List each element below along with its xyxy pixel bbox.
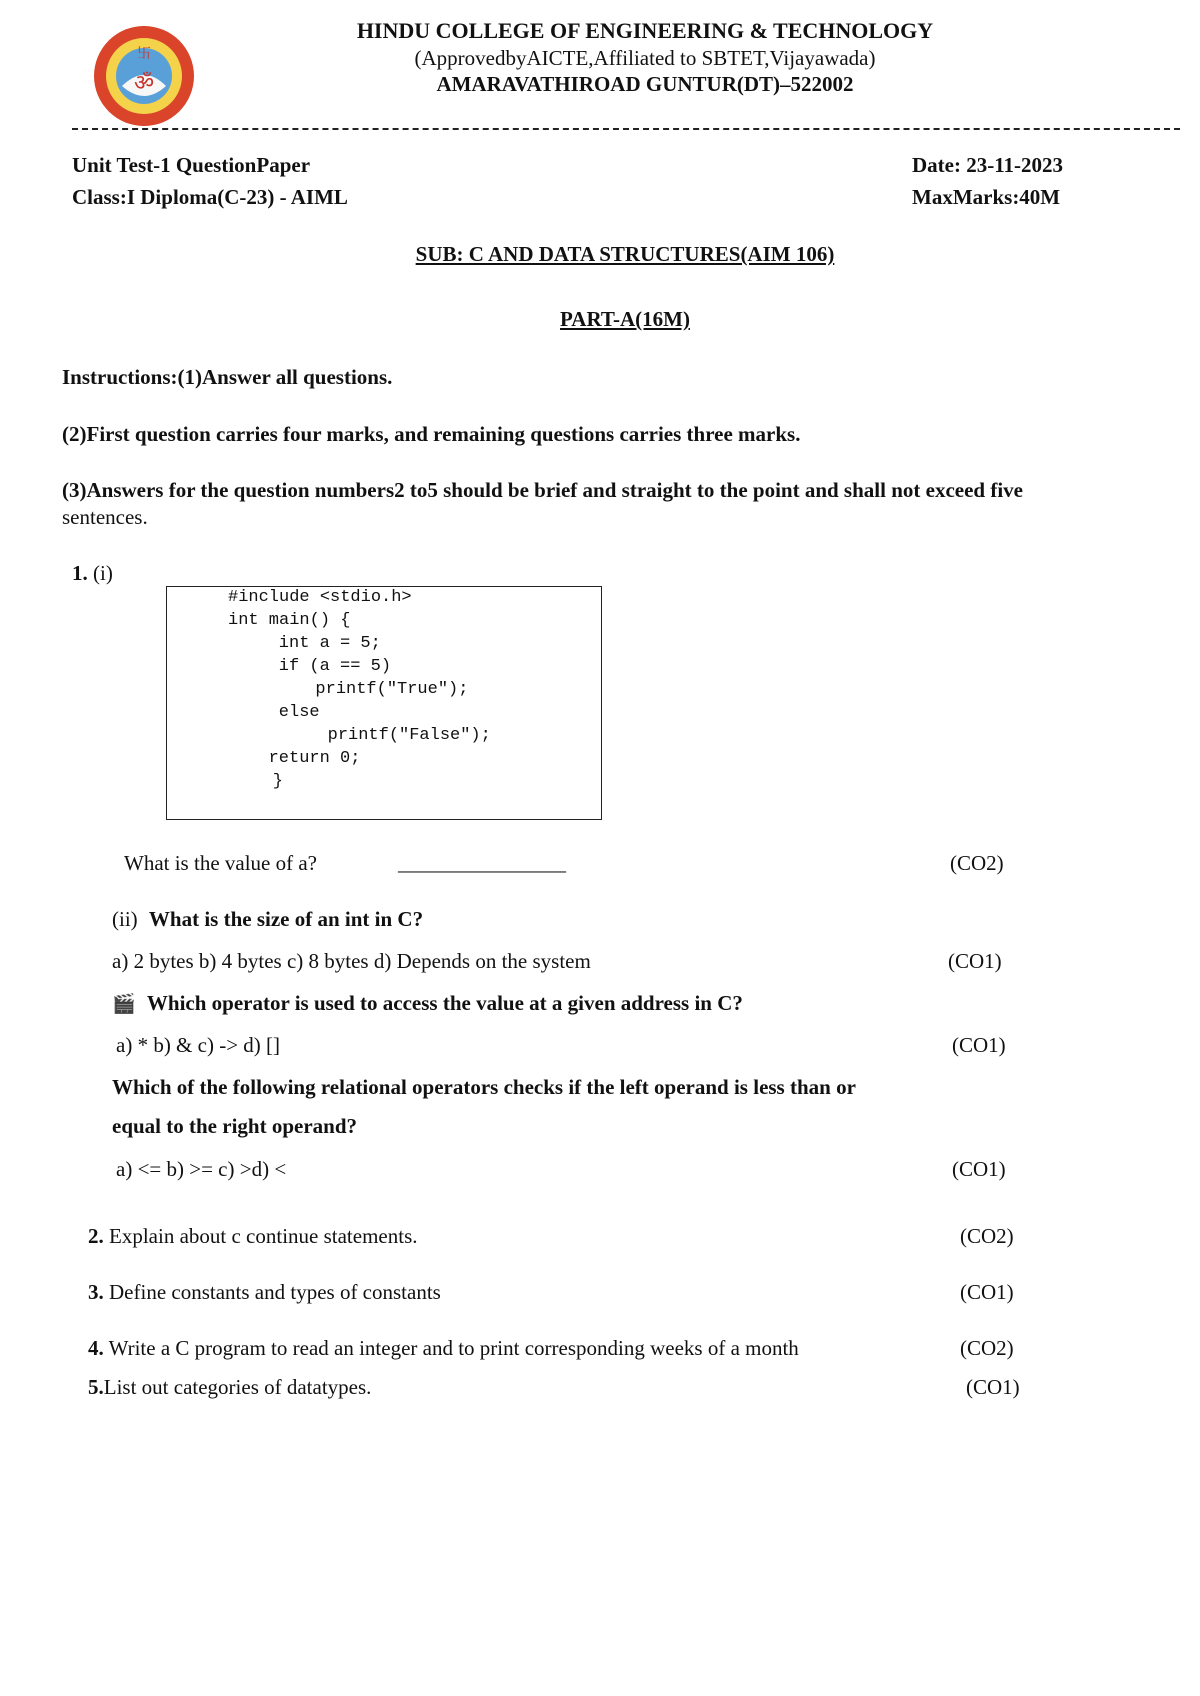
- part-title: PART-A(16M): [560, 307, 690, 331]
- course-outcome: (CO2): [960, 1224, 1014, 1248]
- code-line: printf("False");: [246, 726, 491, 745]
- svg-text:ॐ: ॐ: [133, 71, 155, 96]
- question-1-i: What is the value of a?: [124, 851, 317, 875]
- course-outcome: (CO1): [952, 1033, 1006, 1057]
- question-text: Write a C program to read an integer and to print corresponding weeks of a month: [103, 1336, 799, 1360]
- instruction-2: (2)First question carries four marks, and remaining questions carries three marks.: [62, 422, 801, 446]
- question-4: [88, 1336, 799, 1361]
- question-1: [72, 561, 113, 586]
- question-text: Define constants and types of constants: [103, 1280, 441, 1304]
- code-line: #include <stdio.h>: [228, 588, 412, 607]
- question-number: 4.: [88, 1336, 104, 1360]
- college-name: HINDU COLLEGE OF ENGINEERING & TECHNOLOGY: [356, 18, 934, 43]
- instruction-3-cont: sentences.: [62, 505, 148, 529]
- question-number: 1.: [72, 561, 88, 585]
- question-text: Which operator is used to access the value at a given address in C?: [146, 991, 743, 1015]
- question-text: What is the size of an int in C?: [148, 907, 424, 931]
- instruction-3: (3)Answers for the question numbers2 to5 should be brief and straight to the point and shall not exceed five: [62, 478, 1023, 502]
- subject-title: SUB: C AND DATA STRUCTURES(AIM 106): [415, 242, 835, 266]
- course-outcome: (CO1): [960, 1280, 1014, 1304]
- sub-question-label: (i): [93, 561, 113, 585]
- sub-question-label: (ii): [112, 907, 138, 931]
- question-1-iv-cont: equal to the right operand?: [112, 1114, 358, 1138]
- question-number: 5.: [88, 1375, 104, 1399]
- code-line: }: [232, 772, 284, 791]
- header-divider: [72, 128, 1180, 130]
- course-outcome: (CO1): [966, 1375, 1020, 1399]
- code-line: if (a == 5): [238, 657, 392, 676]
- test-date: Date: 23-11-2023: [912, 153, 1064, 177]
- question-5: [88, 1375, 371, 1400]
- answer-blank: ________________: [398, 851, 566, 875]
- svg-text:卐: 卐: [137, 46, 151, 62]
- question-2: [88, 1224, 418, 1249]
- question-text: List out categories of datatypes.: [103, 1375, 372, 1399]
- clapperboard-icon: 🎬: [112, 993, 136, 1015]
- code-line: int main() {: [228, 611, 351, 630]
- test-title: Unit Test-1 QuestionPaper: [72, 153, 311, 177]
- code-line: int a = 5;: [238, 634, 381, 653]
- course-outcome: (CO2): [950, 851, 1004, 875]
- options: a) <= b) >= c) >d) <: [116, 1157, 287, 1181]
- question-1-iii: [112, 991, 743, 1016]
- course-outcome: (CO2): [960, 1336, 1014, 1360]
- question-number: 2.: [88, 1224, 104, 1248]
- course-outcome: (CO1): [948, 949, 1002, 973]
- instruction-1: Instructions:(1)Answer all questions.: [62, 365, 393, 389]
- college-address: AMARAVATHIROAD GUNTUR(DT)–522002: [436, 72, 854, 96]
- question-number: 3.: [88, 1280, 104, 1304]
- question-3: [88, 1280, 441, 1305]
- college-approval: (ApprovedbyAICTE,Affiliated to SBTET,Vijayawada): [414, 46, 876, 70]
- max-marks: MaxMarks:40M: [912, 185, 1061, 209]
- options: a) * b) & c) -> d) []: [116, 1033, 281, 1057]
- code-line: else: [238, 703, 320, 722]
- options: a) 2 bytes b) 4 bytes c) 8 bytes d) Depends on the system: [112, 949, 591, 973]
- question-text: Explain about c continue statements.: [103, 1224, 418, 1248]
- class-info: Class:I Diploma(C-23) - AIML: [72, 185, 348, 209]
- question-1-iv: Which of the following relational operators checks if the left operand is less than or: [112, 1075, 856, 1099]
- code-line: printf("True");: [244, 680, 469, 699]
- question-1-ii: [112, 907, 423, 932]
- code-line: return 0;: [238, 749, 361, 768]
- course-outcome: (CO1): [952, 1157, 1006, 1181]
